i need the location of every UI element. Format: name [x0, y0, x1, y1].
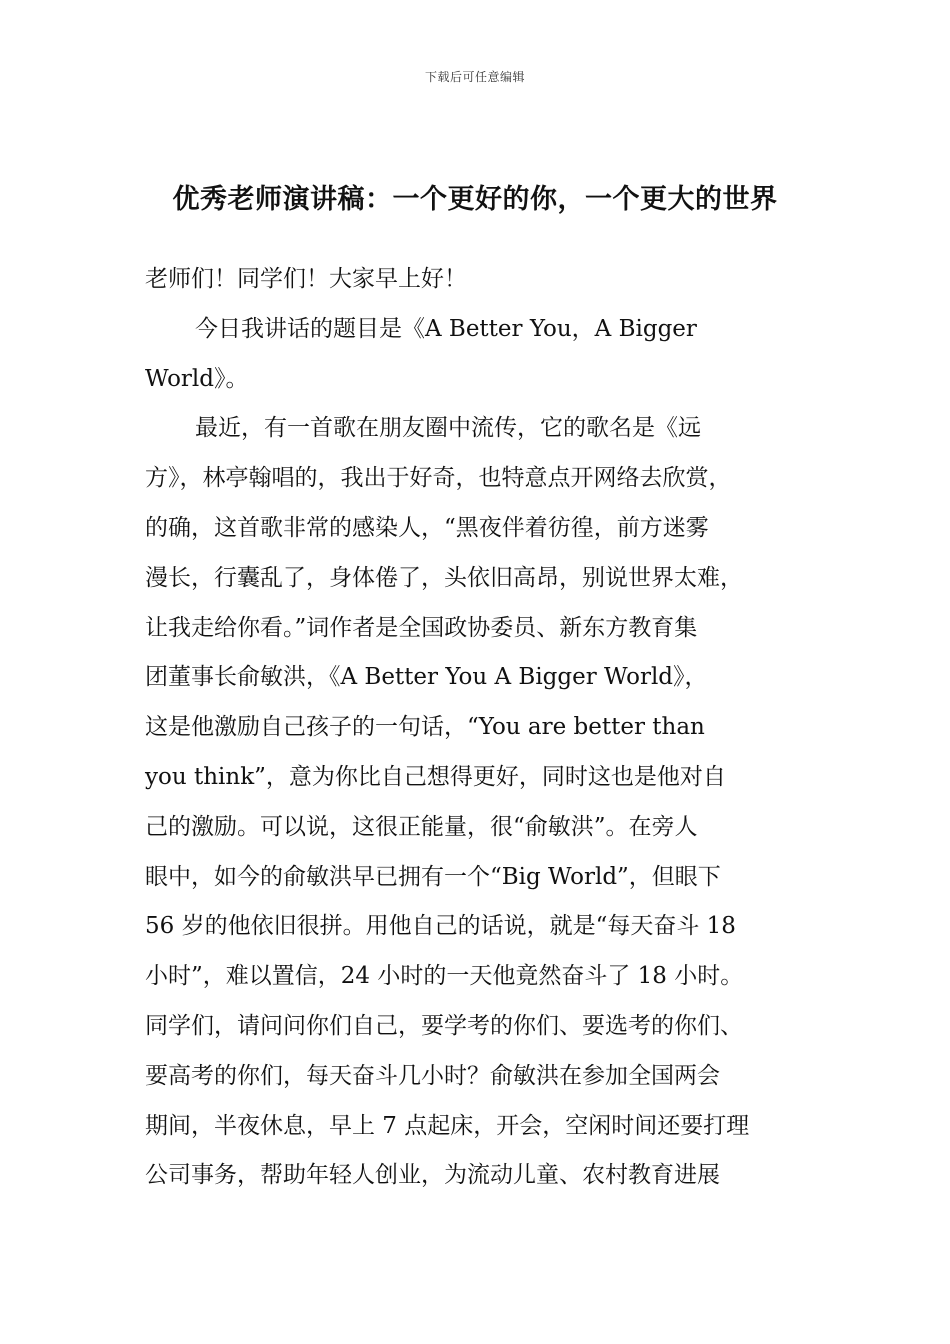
body-line: 要高考的你们，每天奋斗几小时？俞敏洪在参加全国两会 [145, 1062, 720, 1089]
body-line: 同学们，请问问你们自己，要学考的你们、要选考的你们、 [145, 1012, 743, 1039]
document-body [145, 255, 810, 1201]
body-line: 期间，半夜休息，早上 7 点起床，开会，空闲时间还要打理 [145, 1112, 750, 1139]
body-line-greeting: 老师们！同学们！大家早上好！ [145, 266, 467, 292]
body-line: 漫长，行囊乱了，身体倦了，头依旧高昂，别说世界太难， [145, 564, 743, 591]
body-line: 56 岁的他依旧很拼。用他自己的话说，就是“每天奋斗 18 [145, 913, 736, 940]
body-line: 让我走给你看。”词作者是全国政协委员、新东方教育集 [145, 614, 698, 641]
body-line: 己的激励。可以说，这很正能量，很“俞敏洪”。在旁人 [145, 813, 698, 840]
body-line-paragraph-start: 最近，有一首歌在朋友圈中流传，它的歌名是《远 [195, 415, 701, 442]
body-line: 方》，林亭翰唱的，我出于好奇，也特意点开网络去欣赏， [145, 465, 732, 492]
body-line: 这是他激励自己孩子的一句话，“You are better than [145, 714, 705, 741]
body-line: you think”，意为你比自己想得更好，同时这也是他对自 [145, 763, 726, 790]
header-note: 下载后可任意编辑 [424, 70, 525, 84]
body-line: 公司事务，帮助年轻人创业，为流动儿童、农村教育进展 [145, 1162, 720, 1189]
body-line: World》。 [145, 365, 249, 392]
body-line: 的确，这首歌非常的感染人，“黑夜伴着彷徨，前方迷雾 [145, 514, 709, 541]
document-title: 优秀老师演讲稿：一个更好的你，一个更大的世界 [172, 184, 778, 215]
body-line-topic: 今日我讲话的题目是《A Better You，A Bigger [195, 315, 697, 342]
body-line: 团董事长俞敏洪，《A Better You A Bigger World》， [145, 664, 708, 691]
body-line: 小时”，难以置信，24 小时的一天他竟然奋斗了 18 小时。 [145, 963, 744, 990]
body-line: 眼中，如今的俞敏洪早已拥有一个“Big World”，但眼下 [145, 863, 721, 890]
